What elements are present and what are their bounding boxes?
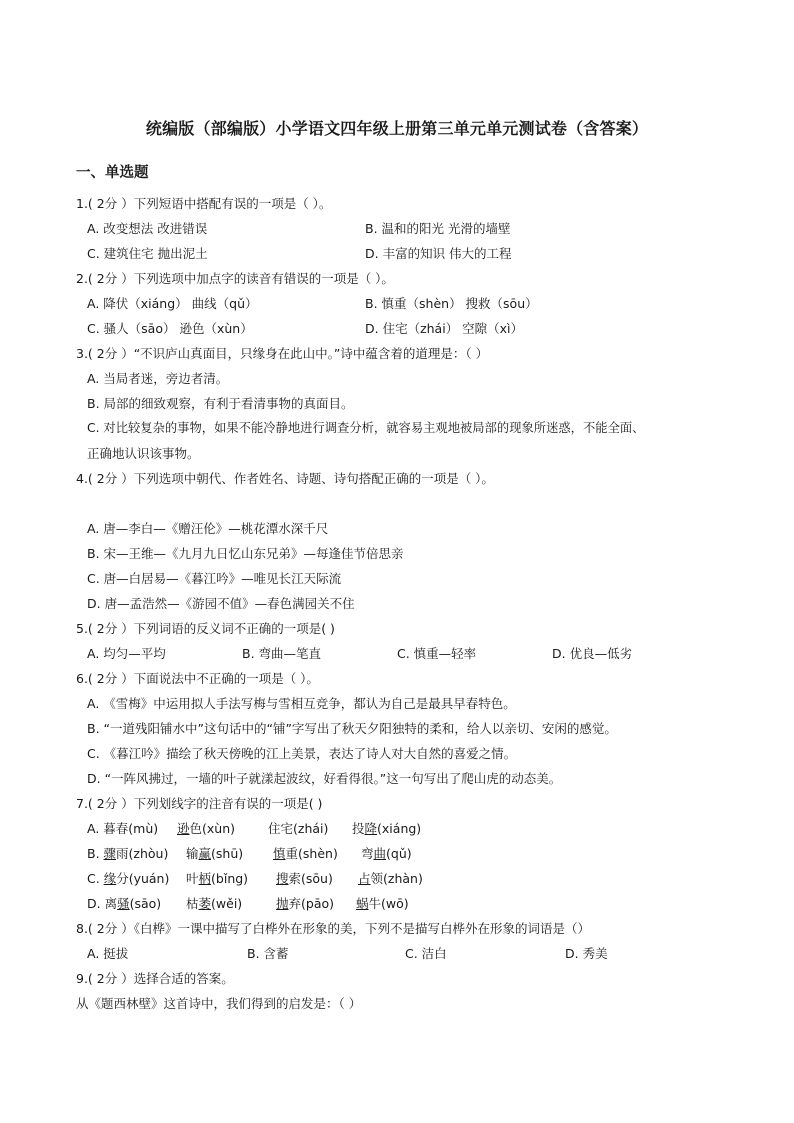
option-b: B. “一道残阳铺水中”这句话中的“铺”字写出了秋天夕阳独特的柔和，给人以亲切、安闲的感觉。 bbox=[87, 721, 617, 736]
question-stem: 8.( 2分 ）《白桦》一课中描写了白桦外在形象的美，下列不是描写白桦外在形象的词语是（） bbox=[76, 921, 590, 936]
option-c: C. 唐—白居易—《暮江吟》—唯见长江天际流 bbox=[87, 571, 342, 586]
question-stem: 9.( 2分 ）选择合适的答案。 bbox=[76, 971, 234, 986]
option-d: D. “一阵风拂过，一墙的叶子就漾起波纹，好看得很。”这一句写出了爬山虎的动态美。 bbox=[87, 771, 562, 786]
option-c: C. 骚人（sāo） 逊色（xùn） bbox=[87, 321, 253, 336]
option-c-continued: 正确地认识该事物。 bbox=[87, 446, 200, 461]
word-item: A. 暮春(mù) bbox=[87, 821, 159, 836]
word-item: 占领(zhàn) bbox=[358, 871, 423, 886]
option-a: A. 降伏（xiáng） 曲线（qǔ） bbox=[87, 296, 258, 311]
word-item: 叶柄(bǐng) bbox=[186, 871, 249, 886]
question-stem: 5.( 2分 ）下列词语的反义词不正确的一项是( ) bbox=[76, 621, 335, 636]
word-item: 住宅(zhái) bbox=[268, 821, 329, 836]
option-d: D. 丰富的知识 伟大的工程 bbox=[365, 246, 512, 261]
question-stem: 2.( 2分 ）下列选项中加点字的读音有错误的一项是（ ）。 bbox=[76, 271, 394, 286]
word-item: 输赢(shū) bbox=[186, 846, 244, 861]
word-item: B. 骤雨(zhòu) bbox=[87, 846, 169, 861]
option-b: B. 含蓄 bbox=[247, 946, 289, 961]
option-b: B. 局部的细致观察，有利于看清事物的真面目。 bbox=[87, 396, 354, 411]
word-item: 搜索(sōu) bbox=[276, 871, 333, 886]
word-item: 慎重(shèn) bbox=[273, 846, 338, 861]
option-b: B. 宋—王维—《九月九日忆山东兄弟》—每逢佳节倍思亲 bbox=[87, 546, 404, 561]
option-b: B. 温和的阳光 光滑的墙壁 bbox=[365, 221, 511, 236]
option-b: B. 弯曲—笔直 bbox=[242, 646, 322, 661]
question-stem: 6.( 2分 ）下面说法中不正确的一项是（ ）。 bbox=[76, 671, 319, 686]
option-c: C. 慎重—轻率 bbox=[397, 646, 477, 661]
option-c: C. 《暮江吟》描绘了秋天傍晚的江上美景，表达了诗人对大自然的喜爱之情。 bbox=[87, 746, 517, 761]
option-d: D. 秀美 bbox=[565, 946, 608, 961]
option-a: A. 唐—李白—《赠汪伦》—桃花潭水深千尺 bbox=[87, 521, 329, 536]
word-item: 投降(xiáng) bbox=[352, 821, 422, 836]
option-c: C. 对比较复杂的事物，如果不能冷静地进行调查分析，就容易主观地被局部的现象所迷惑，不能全面、 bbox=[87, 421, 645, 435]
option-d: D. 住宅（zhái） 空隙（xì） bbox=[365, 321, 524, 336]
section-heading: 一、单选题 bbox=[76, 165, 149, 181]
word-item: 抛弃(pāo) bbox=[276, 896, 335, 911]
option-d: D. 优良—低劣 bbox=[552, 646, 633, 661]
option-a: A. 均匀—平均 bbox=[87, 646, 166, 661]
option-d: D. 唐—孟浩然—《游园不值》—春色满园关不住 bbox=[87, 596, 355, 611]
word-item: 逊色(xùn) bbox=[177, 821, 236, 836]
option-a: A. 挺拔 bbox=[87, 946, 129, 961]
word-item: 蜗牛(wō) bbox=[356, 896, 409, 911]
word-item: 枯萎(wěi) bbox=[186, 896, 243, 911]
option-c: C. 洁白 bbox=[405, 946, 447, 961]
option-b: B. 慎重（shèn） 搜救（sōu） bbox=[365, 296, 538, 311]
option-a: A. 当局者迷，旁边者清。 bbox=[87, 371, 229, 386]
question-prompt: 从《题西林壁》这首诗中，我们得到的启发是：（ ） bbox=[76, 996, 362, 1011]
question-stem: 3.( 2分 ）“不识庐山真面目，只缘身在此山中。”诗中蕴含着的道理是：（ ） bbox=[76, 346, 489, 361]
option-a: A. 《雪梅》中运用拟人手法写梅与雪相互竞争，都认为自己是最具早春特色。 bbox=[87, 696, 516, 711]
question-stem: 4.( 2分 ）下列选项中朝代、作者姓名、诗题、诗句搭配正确的一项是（ ）。 bbox=[76, 471, 494, 486]
option-a: A. 改变想法 改进错误 bbox=[87, 221, 208, 236]
document-title: 统编版（部编版）小学语文四年级上册第三单元单元测试卷（含答案） bbox=[145, 119, 649, 138]
word-item: C. 缘分(yuán) bbox=[87, 871, 170, 886]
option-c: C. 建筑住宅 抛出泥土 bbox=[87, 246, 208, 261]
word-item: D. 离骚(sāo) bbox=[87, 896, 162, 911]
question-stem: 7.( 2分 ）下列划线字的注音有误的一项是( ) bbox=[76, 796, 323, 811]
question-stem: 1.( 2分 ）下列短语中搭配有误的一项是（ ）。 bbox=[76, 196, 332, 211]
word-item: 弯曲(qǔ) bbox=[361, 846, 412, 861]
